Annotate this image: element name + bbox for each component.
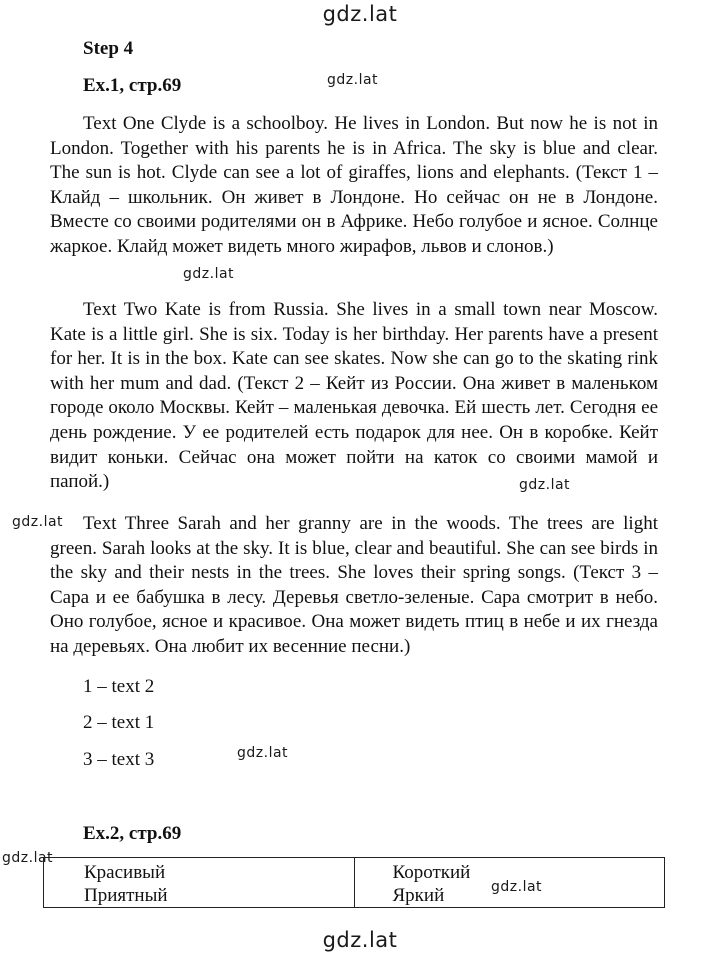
watermark: gdz.lat bbox=[519, 477, 571, 493]
text-three-paragraph: Text Three Sarah and her granny are in the woods. The trees are light green. Sarah looks at the sky. It is blue, clear and beautiful. She can see birds in the sky and their nests in the trees. She loves their spring songs. (Текст 3 – Сара и ее бабушка в лесу. Деревья светло-зеленые. Сара смотрит в небо. Оно голубое, ясное и красивое. Она может видеть птиц в небе и их гнезда на деревьях. Она любит их весенние песни.) bbox=[50, 513, 658, 657]
watermark: gdz.lat bbox=[491, 879, 543, 895]
watermark: gdz.lat bbox=[327, 72, 379, 88]
text-two-paragraph: Text Two Kate is from Russia. She lives in a small town near Moscow. Kate is a little girl. She is six. Today is her birthday. Her parents have a present for her. It is in the box. Kate can see skates. Now she can go to the skating rink with her mum and dad. (Текст 2 – Кейт из России. Она живет в маленьком городе около Москвы. Кейт – маленькая девочка. Ей шесть лет. Сегодня ее день рождение. У ее родителей есть подарок для нее. Он в коробке. Кейт видит коньки. Сейчас она может пойти на каток со своими мамой и папой.) bbox=[50, 299, 658, 493]
watermark: gdz.lat bbox=[2, 850, 54, 866]
word: Яркий bbox=[392, 885, 445, 906]
answer-2: 2 – text 1 bbox=[83, 712, 155, 733]
ex2-heading: Ex.2, стр.69 bbox=[83, 823, 182, 844]
word: Приятный bbox=[84, 885, 168, 906]
answer-3: 3 – text 3 bbox=[83, 749, 155, 770]
word: Красивый bbox=[84, 862, 166, 883]
watermark: gdz.lat bbox=[237, 745, 289, 761]
step-title: Step 4 bbox=[83, 38, 134, 59]
watermark: gdz.lat bbox=[12, 514, 64, 530]
adjectives-table bbox=[43, 857, 665, 908]
answer-1: 1 – text 2 bbox=[83, 676, 155, 697]
text-one-paragraph: Text One Clyde is a schoolboy. He lives in London. But now he is not in London. Together with his parents he is in Africa. The sky is blue and clear. The sun is hot. Clyde can see a lot of giraffes, lions and elephants. (Текст 1 – Клайд – школьник. Он живет в Лондоне. Но сейчас он не в Лондоне. Вместе со своими родителями он в Африке. Небо голубое и ясное. Солнце жаркое. Клайд может видеть много жирафов, львов и слонов.) bbox=[50, 113, 658, 257]
word: Короткий bbox=[392, 862, 471, 883]
left-words-cell bbox=[44, 858, 355, 908]
watermark: gdz.lat bbox=[322, 928, 398, 952]
ex1-heading: Ex.1, стр.69 bbox=[83, 75, 182, 96]
watermark: gdz.lat bbox=[322, 2, 398, 26]
watermark: gdz.lat bbox=[183, 266, 235, 282]
